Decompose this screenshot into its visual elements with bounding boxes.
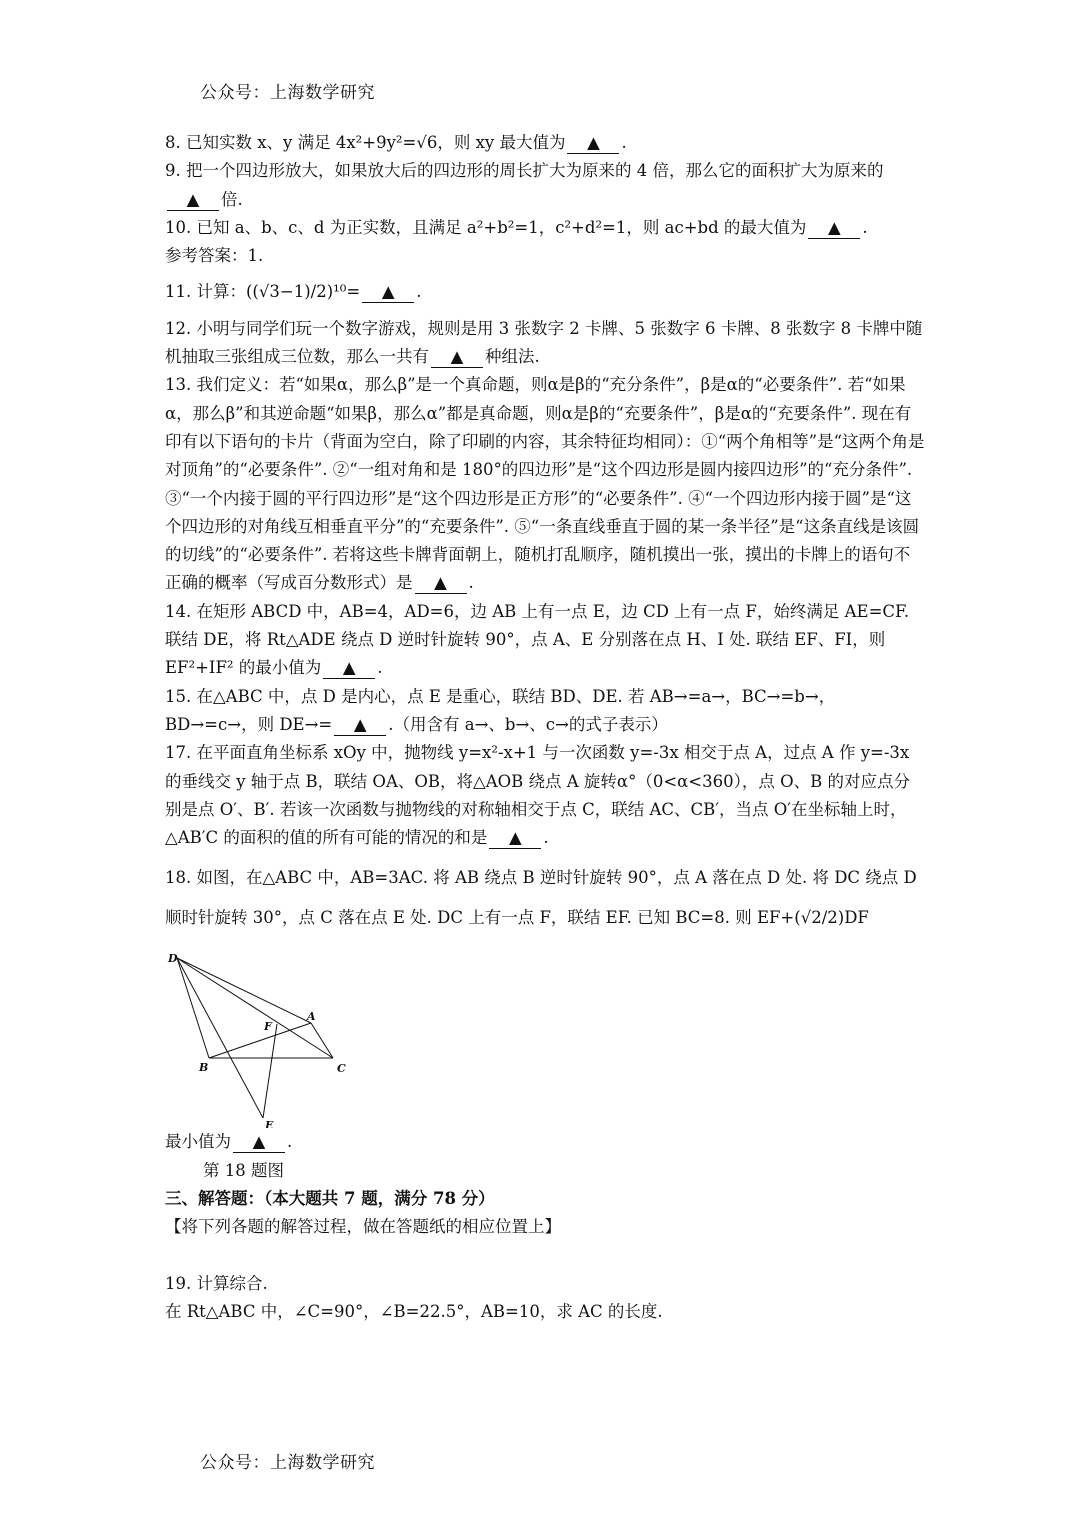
- answer-blank: ▲: [567, 133, 619, 154]
- answer-blank: ▲: [362, 282, 414, 303]
- question-9: 9. 把一个四边形放大，如果放大后的四边形的周长扩大为原来的 4 倍，那么它的面积扩大为原来的▲ 倍.: [165, 161, 884, 209]
- label-E: E: [265, 1119, 274, 1129]
- question-10-answer: 参考答案：1.: [165, 246, 264, 266]
- section-3-title: 三、解答题：（本大题共 7 题，满分 78 分）: [165, 1189, 495, 1209]
- answer-blank: ▲: [431, 347, 483, 368]
- figure-caption: 第 18 题图: [203, 1160, 284, 1180]
- page-footer: 公众号：上海数学研究: [200, 1453, 375, 1473]
- question-17: 17. 在平面直角坐标系 xOy 中，抛物线 y=x²-x+1 与一次函数 y=-3x 相交于点 A，过点 A 作 y=-3x 的垂线交 y 轴于点 B，联结 OA、OB，将△AOB 绕点 A 旋转α°（0<α<360），点 O、B 的对应点分别是点 O′、B′. 若该一次函数与抛物线的对称轴相交于点 C，联结 AC、CB′，当点 O′在坐标轴上时，△AB′C 的面积的值的所有可能的情况的和是 ▲ .: [165, 743, 910, 848]
- label-A: A: [307, 1010, 316, 1024]
- question-content: [165, 129, 925, 1326]
- answer-blank: ▲: [233, 1132, 285, 1153]
- segment-DC: [177, 958, 333, 1058]
- question-18-tail: 最小值为 ▲ .: [165, 1132, 293, 1152]
- segment-AC: [311, 1023, 333, 1058]
- spacer: [165, 1242, 925, 1270]
- figure-18: [165, 948, 365, 1128]
- segment-DE: [177, 958, 263, 1118]
- segment-DA: [177, 958, 311, 1023]
- answer-blank: ▲: [167, 190, 219, 211]
- question-8: 8. 已知实数 x、y 满足 4x²+9y²=√6，则 xy 最大值为 ▲ .: [165, 133, 627, 152]
- question-19-title: 19. 计算综合.: [165, 1273, 268, 1293]
- answer-blank: ▲: [334, 715, 386, 736]
- question-11: 11. 计算：((√3−1)/2)¹⁰= ▲ .: [165, 282, 422, 302]
- answer-blank: ▲: [415, 573, 467, 594]
- segment-BA: [209, 1023, 311, 1058]
- answer-blank: ▲: [808, 218, 860, 239]
- segment-EF: [263, 1024, 277, 1118]
- question-15: 15. 在△ABC 中，点 D 是内心，点 E 是重心，联结 BD、DE. 若 AB→=a→，BC→=b→，BD→=c→，则 DE→= ▲ .（用含有 a→、b→、c→的式子表示）: [165, 686, 836, 734]
- label-B: B: [199, 1061, 209, 1075]
- question-12: 12. 小明与同学们玩一个数字游戏，规则是用 3 张数字 2 卡牌、5 张数字 6 卡牌、8 张数字 8 卡牌中随机抽取三张组成三位数，那么一共有 ▲ 种组法.: [165, 318, 923, 367]
- question-13: 13. 我们定义：若“如果α，那么β”是一个真命题，则α是β的“充分条件”，β是α的“必要条件”. 若“如果α，那么β”和其逆命题“如果β，那么α”都是真命题，则α是β的“充要条件”，β是α的“充要条件”. 现在有印有以下语句的卡片（背面为空白，除了印刷的内容，其余特征均相同）：①“两个角相等”是“这两个角是对顶角”的“必要条件”. ②“一组对角和是 180°的四边形”是“这个四边形是圆内接四边形”的“充分条件”. ③“一个内接于圆的平行四边形”是“这个四边形是正方形”的“必要条件”. ④“一个四边形内接于圆”是“这个四边形的对角线互相垂直平分”的“充要条件”. ⑤“一条直线垂直于圆的某一条半径”是“这条直线是该圆的切线”的“必要条件”. 若将这些卡牌背面朝上，随机打乱顺序，随机摸出一张，摸出的卡牌上的语句不正确的概率（写成百分数形式）是 ▲ .: [165, 375, 925, 593]
- question-19-body: 在 Rt△ABC 中，∠C=90°，∠B=22.5°，AB=10，求 AC 的长度.: [165, 1301, 663, 1321]
- question-10: 10. 已知 a、b、c、d 为正实数，且满足 a²+b²=1，c²+d²=1，则 ac+bd 的最大值为 ▲ .: [165, 217, 868, 237]
- answer-blank: ▲: [489, 828, 541, 849]
- section-3-note: 【将下列各题的解答过程，做在答题纸的相应位置上】: [165, 1217, 561, 1237]
- label-F: F: [264, 1020, 272, 1034]
- page-header: 公众号：上海数学研究: [200, 83, 375, 103]
- label-D: D: [168, 952, 178, 966]
- answer-blank: ▲: [323, 658, 375, 679]
- label-C: C: [337, 1062, 346, 1076]
- question-18: 18. 如图，在△ABC 中，AB=3AC. 将 AB 绕点 B 逆时针旋转 90°，点 A 落在点 D 处. 将 DC 绕点 D 顺时针旋转 30°，点 C 落在点 E 处. DC 上有一点 F，联结 EF. 已知 BC=8. 则 EF+(√2/2)DF: [165, 868, 917, 928]
- question-14: 14. 在矩形 ABCD 中，AB=4，AD=6，边 AB 上有一点 E，边 CD 上有一点 F，始终满足 AE=CF. 联结 DE，将 Rt△ADE 绕点 D 逆时针旋转 90°，点 A、E 分别落在点 H、I 处. 联结 EF、FI，则 EF²+IF² 的最小值为 ▲ .: [165, 601, 910, 678]
